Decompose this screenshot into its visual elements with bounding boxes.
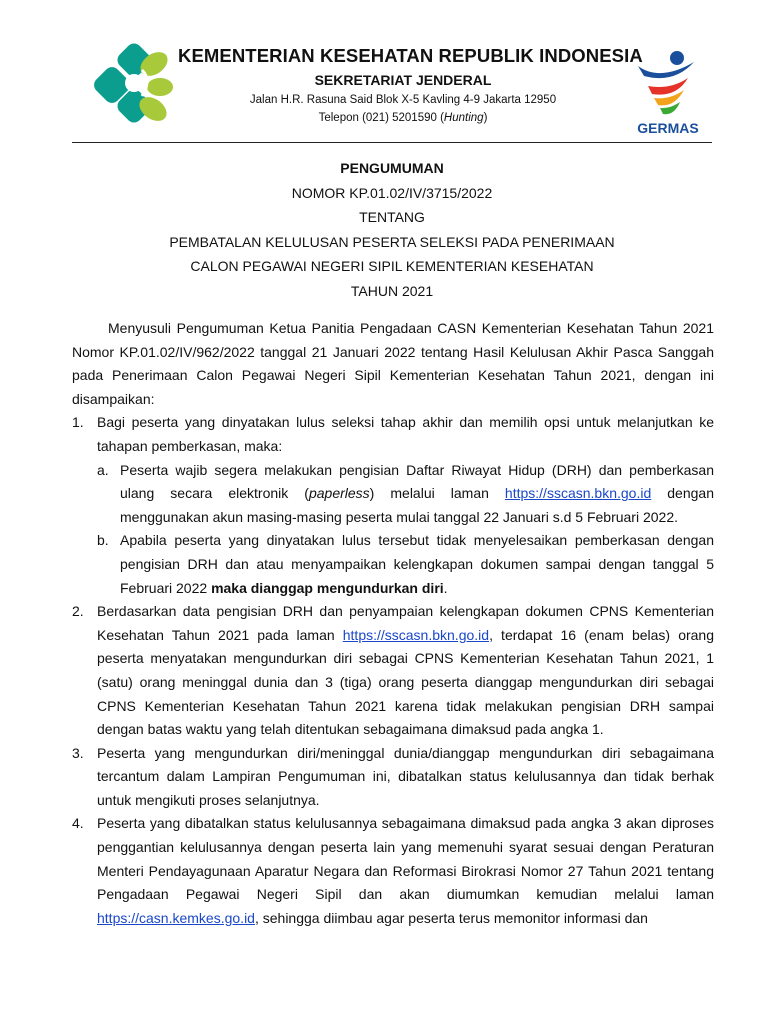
item-number: 4. <box>72 815 84 832</box>
main-list <box>72 411 714 930</box>
casn-kemkes-link[interactable]: https://casn.kemkes.go.id <box>97 909 255 926</box>
sscasn-link[interactable]: https://sscasn.bkn.go.id <box>504 485 652 502</box>
announcement-title: PENGUMUMAN <box>340 160 444 176</box>
item-1-text: Bagi peserta yang dinyatakan lulus seleksi tahap akhir dan memilih opsi untuk melanjutkan ke tahapan pemberkasan, maka: <box>97 414 714 454</box>
announcement-subject-line-2: CALON PEGAWAI NEGERI SIPIL KEMENTERIAN KESEHATAN <box>190 258 594 274</box>
letterhead-divider <box>72 142 712 143</box>
announcement-about: TENTANG <box>359 209 425 225</box>
announcement-subject-line-3: TAHUN 2021 <box>350 282 434 299</box>
bold-phrase: maka dianggap mengundurkan diri <box>211 579 444 596</box>
germas-logo-icon <box>630 42 706 137</box>
announcement-number: NOMOR KP.01.02/IV/3715/2022 <box>291 184 493 201</box>
announcement-heading <box>72 156 712 303</box>
sub-item-b: b. Apabila peserta yang dinyatakan lulus tersebut tidak menyelesaikan pemberkasan dengan pengisian DRH dan atau menyampaikan kelengkapan dokumen sampai dengan tanggal 5 Februari 2022 maka dianggap mengundurkan diri. <box>97 529 714 600</box>
list-item-2: 2. Berdasarkan data pengisian DRH dan penyampaian kelengkapan dokumen CPNS Kementerian Kesehatan Tahun 2021 pada laman https://sscasn.bkn.go.id, terdapat 16 (enam belas) orang peserta menyatakan mengundurkan diri sebagai CPNS Kementerian Kesehatan Tahun 2021, 1 (satu) orang meninggal dunia dan 3 (tiga) orang peserta dianggap mengundurkan diri sebagai CPNS Kementerian Kesehatan Tahun 2021 karena tidak melakukan pengisian DRH sampai dengan batas waktu yang telah ditentukan sebagaimana dimaksud pada angka 1. <box>72 600 714 742</box>
sscasn-link[interactable]: https://sscasn.bkn.go.id <box>342 626 490 643</box>
intro-paragraph: Menyusuli Pengumuman Ketua Panitia Pengadaan CASN Kementerian Kesehatan Tahun 2021 Nomor KP.01.02/IV/962/2022 tanggal 21 Januari 2022 tentang Hasil Kelulusan Akhir Pasca Sanggah pada Penerimaan Calon Pegawai Negeri Sipil Kementerian Kesehatan Tahun 2021, dengan ini disampaikan: <box>72 320 714 407</box>
sub-list <box>97 459 714 601</box>
item-number: 1. <box>72 414 84 431</box>
list-item-3: 3. Peserta yang mengundurkan diri/meninggal dunia/dianggap mengundurkan diri sebagaimana tercantum dalam Lampiran Pengumuman ini, dibatalkan status kelulusannya dan tidak berhak untuk mengikuti proses selanjutnya. <box>72 742 714 813</box>
office-address: Jalan H.R. Rasuna Said Blok X-5 Kavling 4-9 Jakarta 12950 <box>249 94 557 106</box>
secretariat-name: SEKRETARIAT JENDERAL <box>314 72 492 88</box>
italic-term: paperless <box>308 485 370 502</box>
letterhead <box>178 44 643 127</box>
ministry-name: KEMENTERIAN KESEHATAN REPUBLIK INDONESIA <box>178 45 643 66</box>
item-number: 2. <box>72 603 84 620</box>
germas-label: GERMAS <box>637 120 699 136</box>
list-item-1 <box>72 411 714 600</box>
list-item-4: 4. Peserta yang dibatalkan status kelulusannya sebagaimana dimaksud pada angka 3 akan diproses penggantian kelulusannya dengan peserta lain yang memenuhi syarat sesuai dengan Peraturan Menteri Pendayagunaan Aparatur Negara dan Reformasi Birokrasi Nomor 27 Tahun 2021 tentang Pengadaan Pegawai Negeri Sipil dan akan diumumkan kemudian melalui laman https://casn.kemkes.go.id, sehingga diimbau agar peserta terus memonitor informasi dan <box>72 812 714 930</box>
sub-item-label: a. <box>97 461 109 478</box>
announcement-subject-line-1: PEMBATALAN KELULUSAN PESERTA SELEKSI PADA PENERIMAAN <box>169 233 615 250</box>
sub-item-a: a. Peserta wajib segera melakukan pengisian Daftar Riwayat Hidup (DRH) dan pemberkasan ulang secara elektronik (paperless) melalui laman https://sscasn.bkn.go.id dengan menggunakan akun masing-masing peserta mulai tanggal 22 Januari s.d 5 Februari 2022. <box>97 459 714 530</box>
kemenkes-logo-icon <box>94 40 174 126</box>
office-phone: Telepon (021) 5201590 (Hunting) <box>318 112 488 124</box>
announcement-body <box>72 317 714 930</box>
item-number: 3. <box>72 744 84 761</box>
sub-item-label: b. <box>97 532 109 549</box>
